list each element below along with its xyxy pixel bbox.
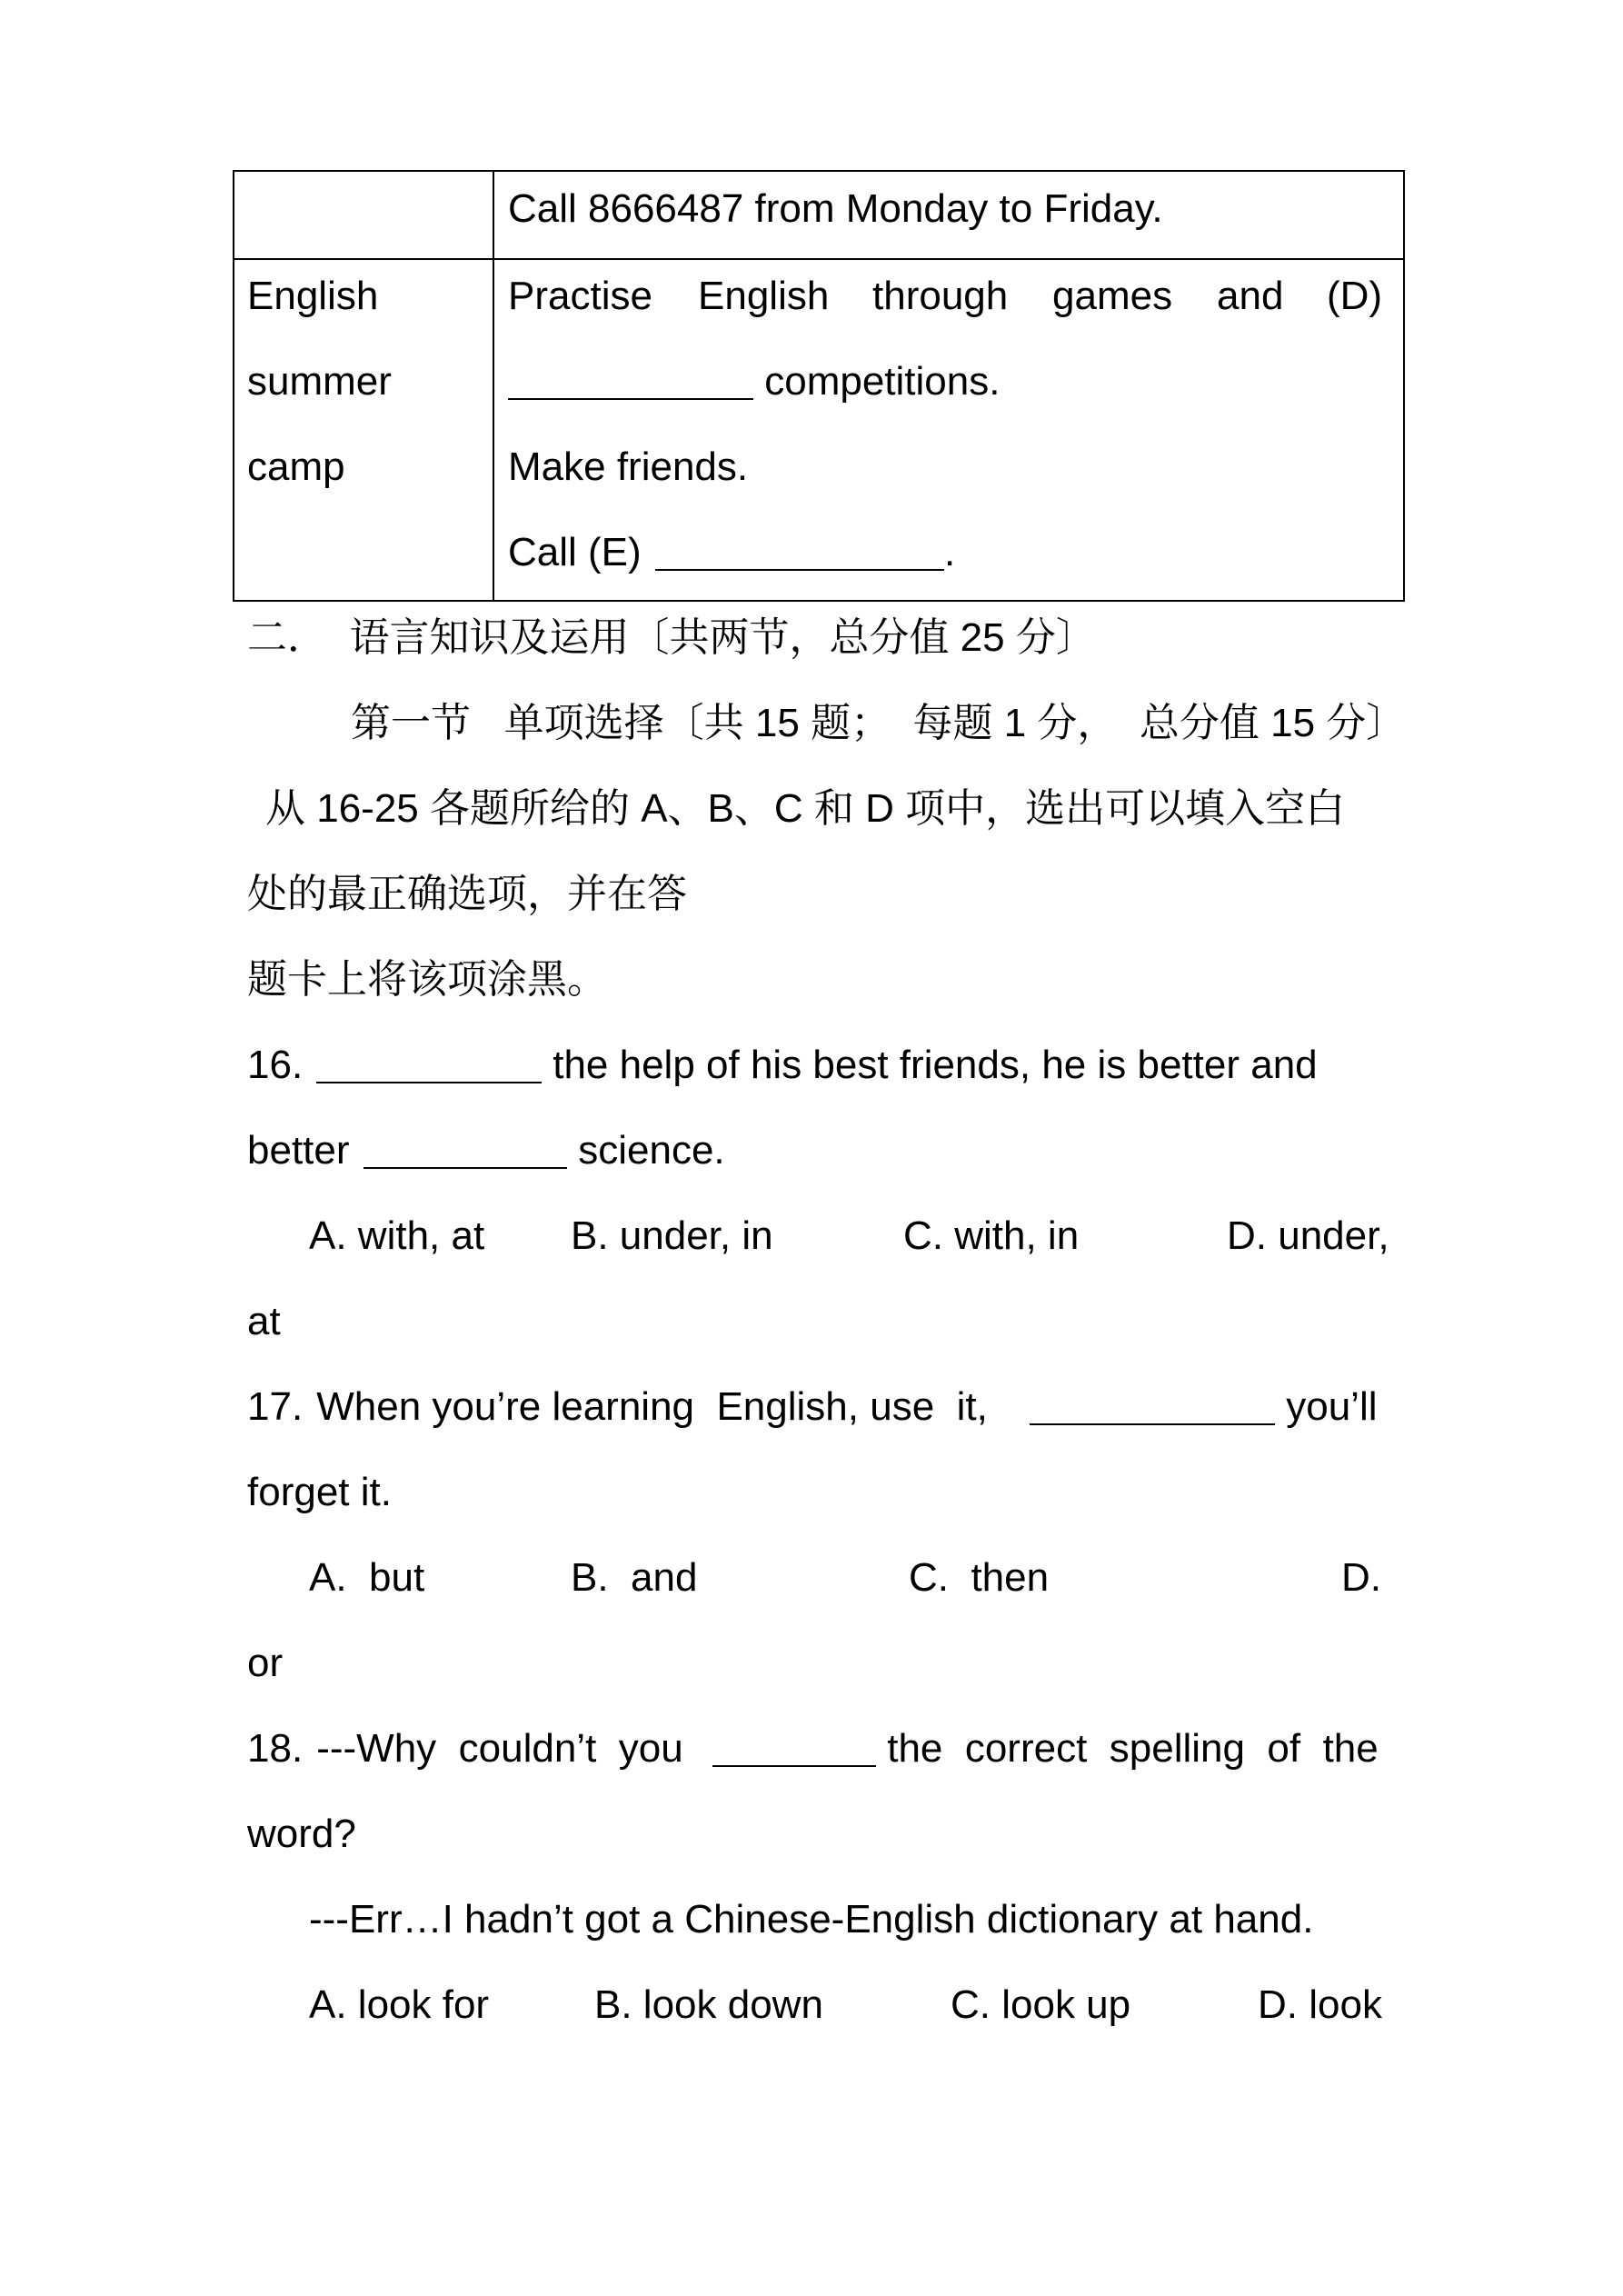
table-row2-word3: through — [872, 274, 1009, 318]
q18-blank[interactable] — [712, 1765, 876, 1767]
q16-option-d[interactable]: D. under, — [1227, 1213, 1389, 1258]
section2-heading: 二． 语言知识及运用〔共两节，总分值 25 分〕 — [247, 615, 1096, 660]
table-row2-line4-suffix: . — [944, 530, 956, 574]
table-row2-line2: competitions. — [753, 359, 1001, 404]
q18-line2: word? — [247, 1812, 356, 1856]
q18-line1-suffix: the correct spelling of the — [876, 1726, 1379, 1771]
q16-line2-prefix: better — [247, 1128, 361, 1173]
instruction-line1: 从 16-25 各题所给的 A、B、C 和 D 项中，选出可以填入空白 — [265, 786, 1346, 831]
q16-blank1[interactable] — [316, 1082, 542, 1083]
q18-option-b[interactable]: B. look down — [594, 1982, 823, 2027]
q16-number: 16. — [247, 1043, 304, 1087]
part1-title: 第一节 单项选择〔共 15 题； 每题 1 分， 总分值 15 分〕 — [351, 701, 1407, 745]
q16-line1: the help of his best friends, he is better and — [542, 1043, 1318, 1087]
table-row1-text: Call 8666487 from Monday to Friday. — [508, 186, 1163, 231]
table-row2-word4: games — [1052, 274, 1173, 318]
table-row2-line3: Make friends. — [508, 444, 749, 489]
q17-option-c[interactable]: C. then — [909, 1555, 1050, 1600]
q18-option-a[interactable]: A. look for — [309, 1982, 490, 2027]
q17-option-d[interactable]: D. — [1341, 1555, 1381, 1600]
blank-d — [508, 398, 753, 400]
q16-option-b[interactable]: B. under, in — [571, 1213, 773, 1258]
table-row2-word2: English — [698, 274, 830, 318]
blank-e — [655, 569, 944, 571]
instruction-line3: 题卡上将该项涂黑。 — [247, 957, 607, 1002]
q17-line1-prefix: When you’re learning English, use it, — [305, 1384, 1000, 1429]
q18-option-d[interactable]: D. look — [1258, 1982, 1382, 2027]
q17-number: 17. — [247, 1384, 304, 1429]
q18-number: 18. — [247, 1726, 304, 1771]
q17-line1-suffix: you’ll — [1275, 1384, 1378, 1429]
q17-blank[interactable] — [1030, 1423, 1275, 1425]
table-row2-left-line3: camp — [247, 444, 345, 489]
q16-line2-suffix: science. — [567, 1128, 725, 1173]
q16-option-wrap: at — [247, 1299, 281, 1343]
instruction-line2: 处的最正确选项，并在答 — [247, 872, 687, 916]
q17-option-b[interactable]: B. and — [571, 1555, 698, 1600]
q18-option-c[interactable]: C. look up — [951, 1982, 1131, 2027]
q17-option-wrap: or — [247, 1641, 284, 1685]
q17-line2: forget it. — [247, 1470, 392, 1514]
q16-blank2[interactable] — [363, 1167, 567, 1169]
q16-option-a[interactable]: A. with, at — [309, 1213, 485, 1258]
table-row2-line4-prefix: Call (E) — [508, 530, 652, 574]
q17-option-a[interactable]: A. but — [309, 1555, 425, 1600]
table-row2-word1: Practise — [508, 274, 652, 318]
table-row2-word5: and — [1217, 274, 1284, 318]
q16-option-c[interactable]: C. with, in — [903, 1213, 1080, 1258]
table-row2-left-line1: English — [247, 274, 379, 318]
q18-reply: ---Err…I hadn’t got a Chinese-English dictionary at hand. — [309, 1897, 1314, 1942]
q18-line1-prefix: ---Why couldn’t you — [305, 1726, 694, 1771]
table-row2-left-line2: summer — [247, 359, 392, 404]
table-row2-word6: (D) — [1327, 274, 1383, 318]
